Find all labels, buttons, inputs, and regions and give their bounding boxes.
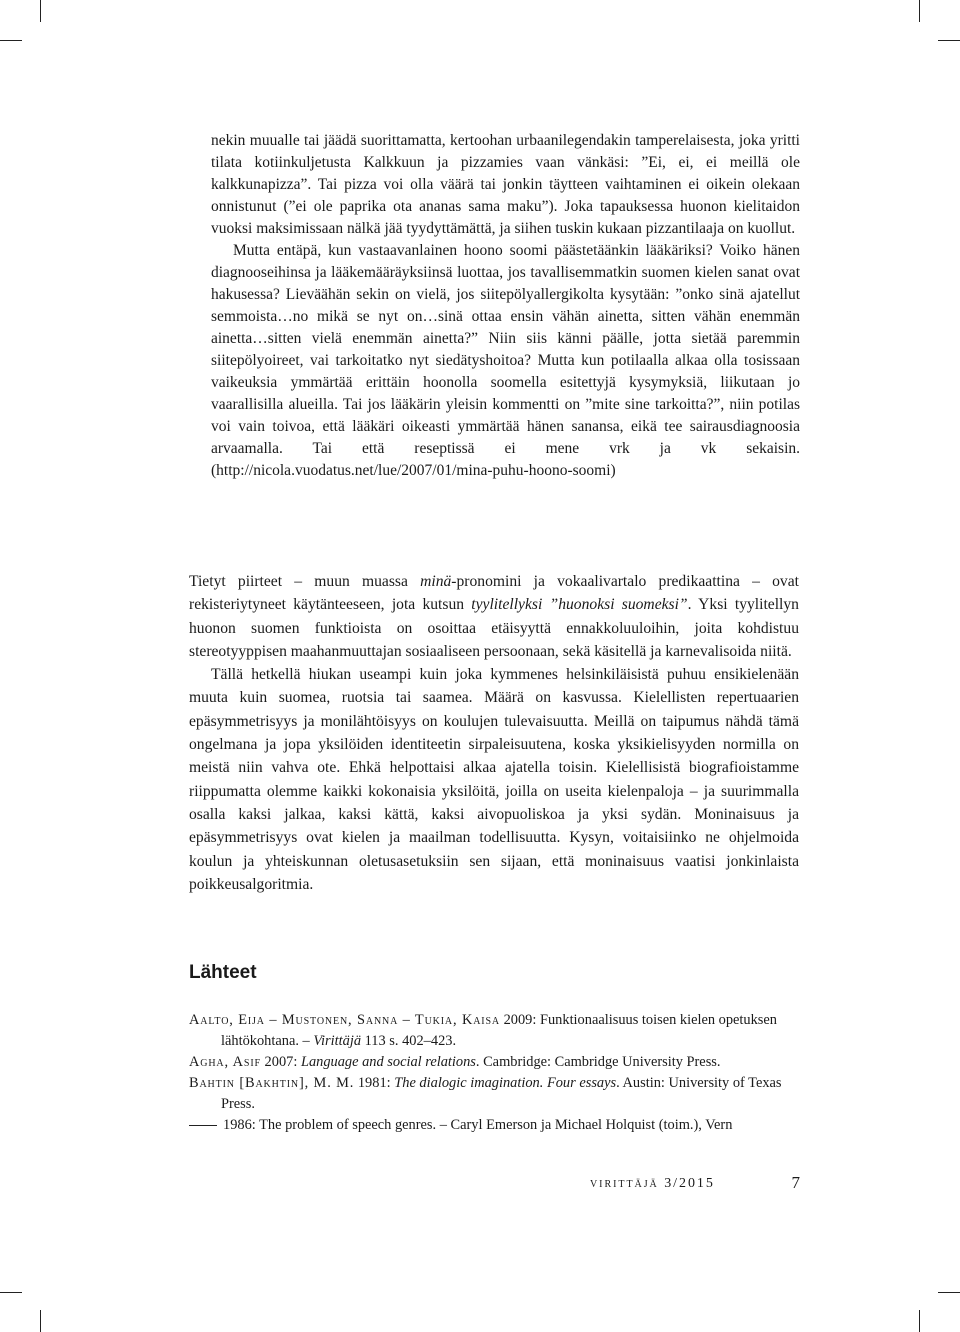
- crop-mark-bottom-left-h: [0, 1292, 22, 1293]
- body-paragraph-1: [189, 570, 799, 663]
- reference-journal: Virittäjä: [313, 1033, 362, 1049]
- body-p1-text-b: -pronomini ja vokaalivartalo predikaattina – ovat rekisteriytyneet käytänteeseen, jota kutsun: [189, 573, 799, 614]
- crop-mark-top-left-h: [0, 40, 22, 41]
- crop-mark-bottom-right: [919, 1310, 920, 1332]
- body-text: [189, 570, 799, 896]
- body-p1-text-a: Tietyt piirteet – muun muassa: [189, 573, 421, 590]
- quote-paragraph-1: nekin muualle tai jäädä suorittamatta, kertoohan urbaanilegendakin tamperelaisesta, joka yritti tilata kotiinkuljetusta Kalkkuun ja pizzamies vaan vänkäsi: ”Ei, ei, ei meillä ole kalkkunapizza”. Tai pizza voi olla väärä tai jonkin täytteen vaihtaminen ei oikein olekaan onnistunut (”ei ole paprika ota ananas sama maku”). Joka tapauksessa huonon kielitaidon vuoksi maksimissaan nälkä jää tyydyttämättä, ja siihen tuskin kukaan pizzantilaaja on kuollut.: [211, 132, 800, 237]
- page-number: 7: [791, 1173, 800, 1192]
- crop-mark-top-right: [919, 0, 920, 22]
- body-p1-emphasis-a: minä: [420, 573, 452, 590]
- crop-mark-bottom-left: [40, 1310, 41, 1332]
- crop-mark-bottom-right-h: [938, 1292, 960, 1293]
- body-p1-emphasis-b: tyylitellyksi ”huonoksi suomeksi”: [471, 596, 688, 614]
- reference-text: 1986: The problem of speech genres. – Caryl Emerson ja Michael Holquist (toim.), Vern: [223, 1117, 733, 1133]
- reference-item: [189, 1073, 799, 1115]
- quote-paragraph-2: Mutta entäpä, kun vastaavanlainen hoono soomi päästetäänkin lääkäriksi? Voiko hänen diagnooseihinsa ja lääkemääräyksiinsä luottaa, jos tavallisemmatkin suomen kielen sanat ovat hakusessa? Lieväähän sekin on vielä, jos siitepölyallergikolta kysytään: ”onko sinä ajatellut semmoista…no mikä se nyt on…sinä ottaa ensin vähän ainetta, sitten vähän enemmän ainetta…sitten vielä enemmän ainetta?” Niin siis känni päälle, jotta sietää paremmin siitepölyoireet, vai tarkoitatko nyt siedätyshoitoa? Mutta kun potilaalla alkaa olla tosissaan vaikeuksia ymmärtää erittäin hoonolla soomella esitettyjä kysymyksiä, liikutaan jo vaarallisilla alueilla. Tai jos lääkärin yleisin kommentti on ”mite sine tarkoitta?”, niin potilas voi vain toivoa, että lääkäri oikeasti ymmärtää hänen sanansa, eikä tee sairausdiagnoosia arvaamalla. Tai että reseptissä ei mene vrk ja vk sekaisin. (http://nicola.vuodatus.net/lue/2007/01/mina-puhu-hoono-soomi): [211, 242, 800, 479]
- ditto-rule: [189, 1125, 217, 1126]
- block-quote: [211, 130, 800, 482]
- reference-item: [189, 1115, 799, 1136]
- reference-text: . Austin: University of Texas Press.: [221, 1075, 782, 1112]
- journal-issue: virittäjä 3/2015: [590, 1176, 715, 1191]
- references-list: [189, 1010, 799, 1136]
- reference-text: . Cambridge: Cambridge University Press.: [475, 1054, 721, 1070]
- reference-item: [189, 1010, 799, 1052]
- references-heading: Lähteet: [189, 962, 257, 983]
- reference-text: 1981:: [354, 1075, 395, 1091]
- crop-mark-top-left: [40, 0, 41, 22]
- reference-text: 2009: Funktionaalisuus toisen kielen opetuksen lähtökohtana. –: [221, 1012, 777, 1049]
- reference-title: The dialogic imagination. Four essays: [394, 1075, 617, 1091]
- reference-item: [189, 1052, 799, 1073]
- body-paragraph-2: Tällä hetkellä hiukan useampi kuin joka kymmenes helsinkiläisistä puhuu ensikielenään muuta kuin suomea, ruotsia tai saamea. Määrä on kasvussa. Kielellisten repertuaarien epäsymmetrisyys ja monilähtöisyys on koulujen tulevaisuutta. Meillä on taipumus nähdä tämä ongelmana ja jopa yksilöiden identiteetin sirpaleisuutena, koska yksikielisyyden normilla on meistä niin vahva ote. Ehkä helpottaisi alkaa ajatella toisin. Kielellisistä biografioistamme riippumatta olemme kaikki kokonaisia yksilöitä, joilla on useita kielenpaloja – ja suurimmalla osalla kaksi jalkaa, kaksi kättä, kaksi aivopuoliskoa ja yksi sydän. Moninaisuus ja epäsymmetrisyys ovat kielen ja maailman todellisuutta. Kysyn, voitaisiinko ne ohjelmoida koulun ja yhteiskunnan oletusasetuksiin sen sijaan, että moninaisuus vaatisi jonkinlaista poikkeusalgoritmia.: [189, 666, 799, 893]
- body-p1-text-c: . Yksi tyylitellyn huonon suomen funktioista on osoittaa etäisyyttä ennakkoluuloihin, joita kohdistuu stereotyyppisen maahanmuuttajan sosiaaliseen persoonaan, sekä käsitellä ja karnevalisoida niitä.: [189, 596, 799, 660]
- reference-text: 113 s. 402–423.: [361, 1033, 457, 1049]
- reference-authors: Agha, Asif: [189, 1054, 261, 1070]
- reference-authors: Bahtin [Bakhtin], M. M.: [189, 1075, 355, 1091]
- reference-authors: Aalto, Eija – Mustonen, Sanna – Tukia, Kaisa: [189, 1012, 500, 1028]
- reference-title: Language and social relations: [300, 1054, 476, 1070]
- reference-text: 2007:: [260, 1054, 301, 1070]
- crop-mark-top-right-h: [938, 40, 960, 41]
- page-footer: [560, 1173, 800, 1200]
